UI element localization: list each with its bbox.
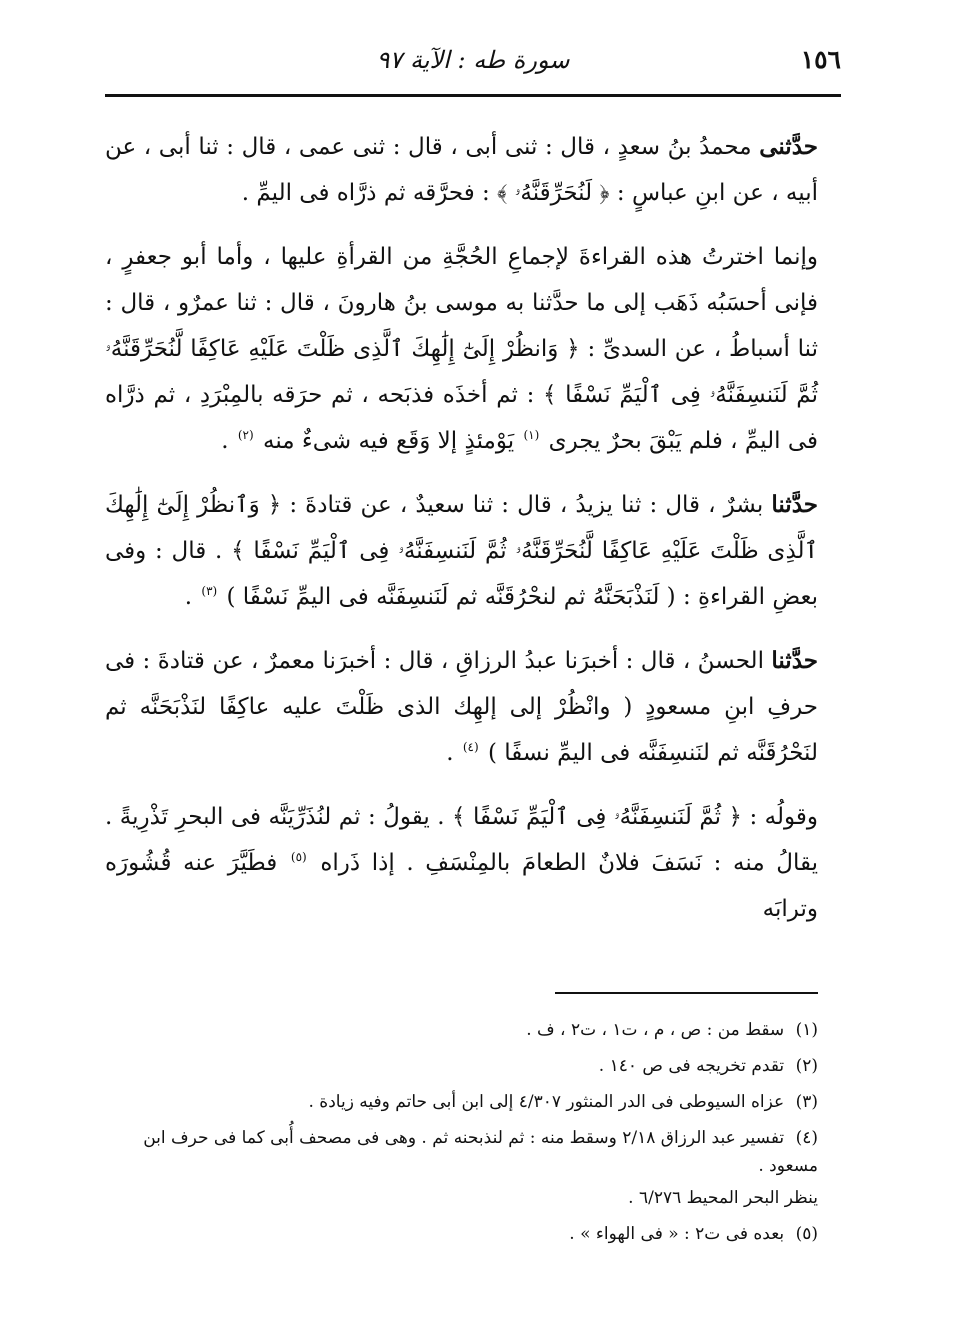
footnote-marker: (٣) xyxy=(795,1092,818,1112)
footnote-1 xyxy=(105,1016,818,1044)
footnote-marker: (١) xyxy=(795,1020,818,1040)
footnote-continuation: ينظر البحر المحيط ٦/٢٧٦ . xyxy=(628,1188,818,1208)
footnote-marker: (٥) xyxy=(795,1224,818,1244)
paragraph-5: وقولُه : ﴿ ثُمَّ لَنَنسِفَنَّهُۥ فِى ٱلْيَمِّ نَسْفًا ﴾ . يقولُ : ثم لنُذَرِّيَنَّه فى البحرِ تَذْرِيةً . يقالُ منه : نَسَفَ فلانٌ الطعامَ بالمِنْسَفِ . إذا ذَراه (٥) فطَيَّرَ عنه قُشُورَه وترابَه xyxy=(105,804,819,922)
paragraph-4: حدَّثنا الحسنُ ، قال : أخبرَنا عبدُ الرزاقِ ، قال : أخبرَنا معمرٌ ، عن قتادةَ : فى حرفِ ابنِ مسعودٍ ( وانْظُرْ إلى إلهِك الذى ظَلْتَ عليه عاكِفًا لنَذْبَحَنَّه ثم لنَحْرُقَنَّه ثم لنَنسِفَنَّه فى اليمِّ نسفًا ) (٤) . xyxy=(105,647,818,766)
paragraph-text-cont: فطَيَّرَ عنه قُشُورَه وترابَه xyxy=(105,850,818,922)
footnote-2 xyxy=(105,1052,818,1080)
footnote-marker: (٢) xyxy=(795,1056,818,1076)
footnote-text: بعده فى ت٢ : « فى الهواء » . xyxy=(569,1224,785,1244)
footnote-marker: (٤) xyxy=(795,1128,818,1148)
paragraph-2: وإنما اخترتُ هذه القراءةَ لإجماعِ الحُجَّةِ من القرأةِ عليها ، وأما أبو جعفرٍ ، فإنى أحسَبُه ذَهَب إلى ما حدَّثنا به موسى بنُ هارونَ ، قال : ثنا عمرٌو ، قال : ثنا أسباطُ ، عن السدىِّ : ﴿ وَانظُرْ إِلَىٰٓ إِلَٰهِكَ ٱلَّذِى ظَلْتَ عَلَيْهِ عَاكِفًا لَّنُحَرِّقَنَّهُۥ ثُمَّ لَنَنسِفَنَّهُۥ فِى ٱلْيَمِّ نَسْفًا ﴾ : ثم أخذَه فذبَحه ، ثم حرَقه بالمِبْرَدِ ، ثم ذرَّاه فى اليمِّ ، فلم يَبْقَ بحرٌ يجرى (١) يَوْمئذٍ إلا وَقَع فيه شىءٌ منه (٢) . xyxy=(105,244,818,454)
hadith-lead: حدَّثنا xyxy=(771,647,818,674)
page-number: ١٥٦ xyxy=(800,45,841,74)
footnote-text: تفسير عبد الرزاق ٢/١٨ وسقط منه : ثم لنذبحنه ثم . وهى فى مصحف أُبى كما فى حرف ابن مسعود . xyxy=(143,1128,818,1176)
footnote-3 xyxy=(105,1088,818,1116)
surah-title: سورة طه : الآية ٩٧ xyxy=(376,46,570,74)
paragraph-text-end: . xyxy=(221,428,229,454)
footnotes xyxy=(105,1016,818,1256)
footnote-text: سقط من : ص ، م ، ت١ ، ت٢ ، ف . xyxy=(526,1020,785,1040)
footnote-4 xyxy=(105,1124,818,1212)
paragraph-text-end: . xyxy=(446,740,454,766)
header-rule xyxy=(105,94,841,97)
main-text xyxy=(105,124,818,950)
paragraph-text: وإنما اخترتُ هذه القراءةَ لإجماعِ الحُجَّةِ من القرأةِ عليها ، وأما أبو جعفرٍ ، فإنى أحسَبُه ذَهَب إلى ما حدَّثنا به موسى بنُ هارونَ ، قال : ثنا عمرٌو ، قال : ثنا أسباطُ ، عن السدىِّ : ﴿ وَانظُرْ إِلَىٰٓ إِلَٰهِكَ ٱلَّذِى ظَلْتَ عَلَيْهِ عَاكِفًا لَّنُحَرِّقَنَّهُۥ ثُمَّ لَنَنسِفَنَّهُۥ فِى ٱلْيَمِّ نَسْفًا ﴾ : ثم أخذَه فذبَحه ، ثم حرَقه بالمِبْرَدِ ، ثم ذرَّاه فى اليمِّ ، فلم يَبْقَ بحرٌ يجرى xyxy=(105,244,818,454)
paragraph-text: الحسنُ ، قال : أخبرَنا عبدُ الرزاقِ ، قال : أخبرَنا معمرٌ ، عن قتادةَ : فى حرفِ ابنِ مسعودٍ ( وانْظُرْ إلى إلهِك الذى ظَلْتَ عليه عاكِفًا لنَذْبَحَنَّه ثم لنَحْرُقَنَّه ثم لنَنسِفَنَّه فى اليمِّ نسفًا ) xyxy=(105,648,818,766)
footnote-text: تقدم تخريجه فى ص ١٤٠ . xyxy=(598,1056,785,1076)
paragraph-3: حدَّثنا بشرٌ ، قال : ثنا يزيدُ ، قال : ثنا سعيدٌ ، عن قتادةَ : ﴿ وَٱنظُرْ إِلَىٰٓ إِلَٰهِكَ ٱلَّذِى ظَلْتَ عَلَيْهِ عَاكِفًا لَّنُحَرِّقَنَّهُۥ ثُمَّ لَنَنسِفَنَّهُۥ فِى ٱلْيَمِّ نَسْفًا ﴾ . قال : وفى بعضِ القراءةِ : ( لَنَذْبَحَنَّهُ ثم لنحْرُقَنَّه ثم لَنَنسِفَنَّه فى اليمِّ نَسْفًا ) (٣) . xyxy=(105,491,818,610)
paragraph-1 xyxy=(105,124,818,216)
paragraph-text-end: . xyxy=(184,584,193,610)
paragraph-text: وقولُه : ﴿ ثُمَّ لَنَنسِفَنَّهُۥ فِى ٱلْيَمِّ نَسْفًا ﴾ . يقولُ : ثم لنُذَرِّيَنَّه فى البحرِ تَذْرِيةً . يقالُ منه : نَسَفَ فلانٌ الطعامَ بالمِنْسَفِ . إذا ذَراه xyxy=(105,804,819,876)
paragraph-text-cont: يَوْمئذٍ إلا وَقَع فيه شىءٌ منه xyxy=(262,428,515,454)
paragraph-text: محمدُ بنُ سعدٍ ، قال : ثنى أبى ، قال : ثنى عمى ، قال : ثنا أبى ، عن أبيه ، عن ابنِ عباسٍ : ﴿ لَنُحَرِّقَنَّهُۥ ﴾ : فحرَّقه ثم ذرَّاه فى اليمِّ . xyxy=(105,134,818,206)
running-header xyxy=(105,42,841,84)
footnote-text: عزاه السيوطى فى الدر المنثور ٤/٣٠٧ إلى ابن أبى حاتم وفيه زيادة . xyxy=(308,1092,785,1112)
paragraph-text: بشرٌ ، قال : ثنا يزيدُ ، قال : ثنا سعيدٌ ، عن قتادةَ : ﴿ وَٱنظُرْ إِلَىٰٓ إِلَٰهِكَ ٱلَّذِى ظَلْتَ عَلَيْهِ عَاكِفًا لَّنُحَرِّقَنَّهُۥ ثُمَّ لَنَنسِفَنَّهُۥ فِى ٱلْيَمِّ نَسْفًا ﴾ . قال : وفى بعضِ القراءةِ : ( لَنَذْبَحَنَّهُ ثم لنحْرُقَنَّه ثم لَنَنسِفَنَّه فى اليمِّ نَسْفًا ) xyxy=(105,492,818,610)
footnote-5 xyxy=(105,1220,818,1248)
hadith-lead: حدَّثنا xyxy=(771,491,818,518)
footnote-rule xyxy=(555,992,818,994)
hadith-lead: حدَّثنى xyxy=(759,133,818,160)
